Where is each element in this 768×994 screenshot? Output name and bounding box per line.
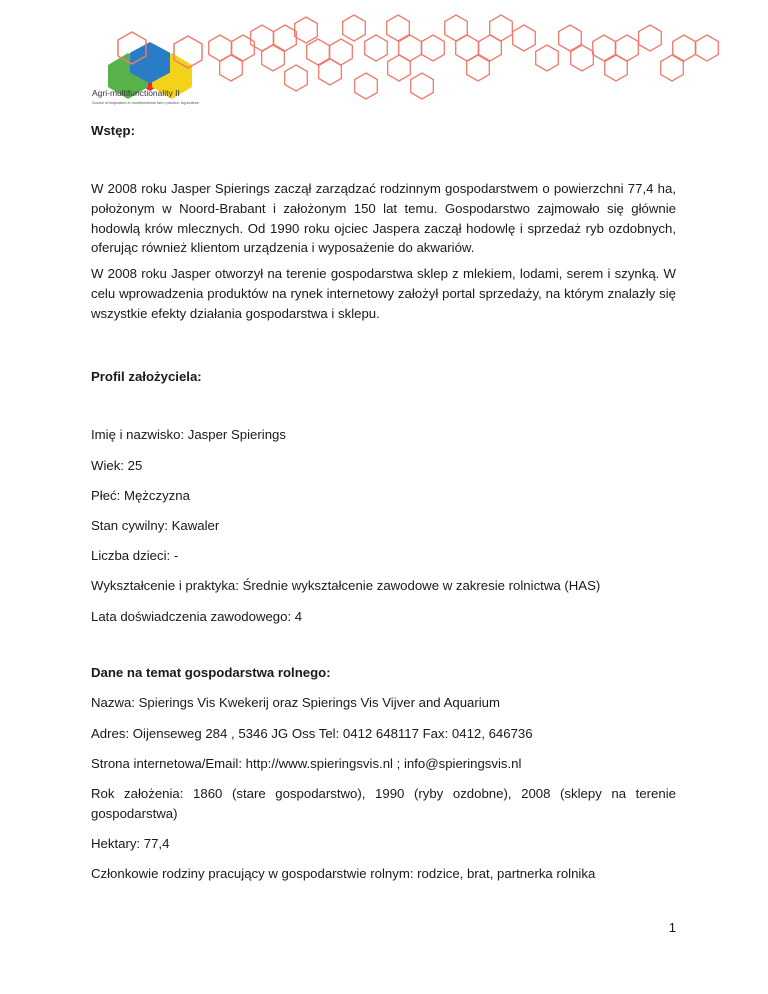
profile-heading: Profil założyciela:: [91, 369, 202, 384]
farm-website: Strona internetowa/Email: http://www.spieringsvis.nl ; info@spieringsvis.nl: [91, 756, 522, 771]
intro-heading: Wstęp:: [91, 123, 135, 138]
intro-paragraph-2: W 2008 roku Jasper otworzył na terenie gospodarstwa sklep z mlekiem, lodami, serem i szynką. W celu wprowadzenia produktów na rynek internetowy założył portal sprzedaży, na którym znalazły się wszystkie efekty działania gospodarstwa i sklepu.: [91, 266, 676, 321]
profile-children: Liczba dzieci: -: [91, 548, 179, 563]
farm-founded: Rok założenia: 1860 (stare gospodarstwo), 1990 (ryby ozdobne), 2008 (sklepy na terenie gospodarstwa): [91, 786, 676, 821]
profile-age: Wiek: 25: [91, 458, 143, 473]
logo-title: Agri-multifunctionality II: [92, 88, 180, 98]
header-graphic: [0, 0, 768, 110]
logo-subtitle: Source of inspiration in multifunctional farm practice: Agriculture: [92, 101, 199, 105]
profile-education: Wykształcenie i praktyka: Średnie wykształcenie zawodowe w zakresie rolnictwa (HAS): [91, 578, 601, 593]
farm-hectares: Hektary: 77,4: [91, 836, 170, 851]
farm-heading: Dane na temat gospodarstwa rolnego:: [91, 665, 331, 680]
farm-address: Adres: Oijenseweg 284 , 5346 JG Oss Tel: 0412 648117 Fax: 0412, 646736: [91, 726, 533, 741]
farm-name: Nazwa: Spierings Vis Kwekerij oraz Spierings Vis Vijver and Aquarium: [91, 695, 501, 710]
profile-marital-status: Stan cywilny: Kawaler: [91, 518, 220, 533]
profile-sex: Płeć: Mężczyzna: [91, 488, 190, 503]
farm-family-members: Członkowie rodziny pracujący w gospodarstwie rolnym: rodzice, brat, partnerka rolnika: [91, 866, 596, 881]
page-header: [0, 0, 768, 110]
profile-name: Imię i nazwisko: Jasper Spierings: [91, 427, 286, 442]
intro-paragraph-1: W 2008 roku Jasper Spierings zaczął zarządzać rodzinnym gospodarstwem o powierzchni 77,4 ha, położonym w Noord-Brabant i założonym 150 lat temu. Gospodarstwo zajmowało się głównie hodowlą krów mlecznych. Od 1990 roku ojciec Jaspera zaczął hodowlę i sprzedaż ryb ozdobnych, oferując również klientom urządzenia i wyposażenie do akwariów.: [91, 181, 676, 256]
page-number: 1: [668, 920, 676, 935]
decorative-hexagons: [209, 15, 719, 99]
profile-experience: Lata doświadczenia zawodowego: 4: [91, 609, 303, 624]
